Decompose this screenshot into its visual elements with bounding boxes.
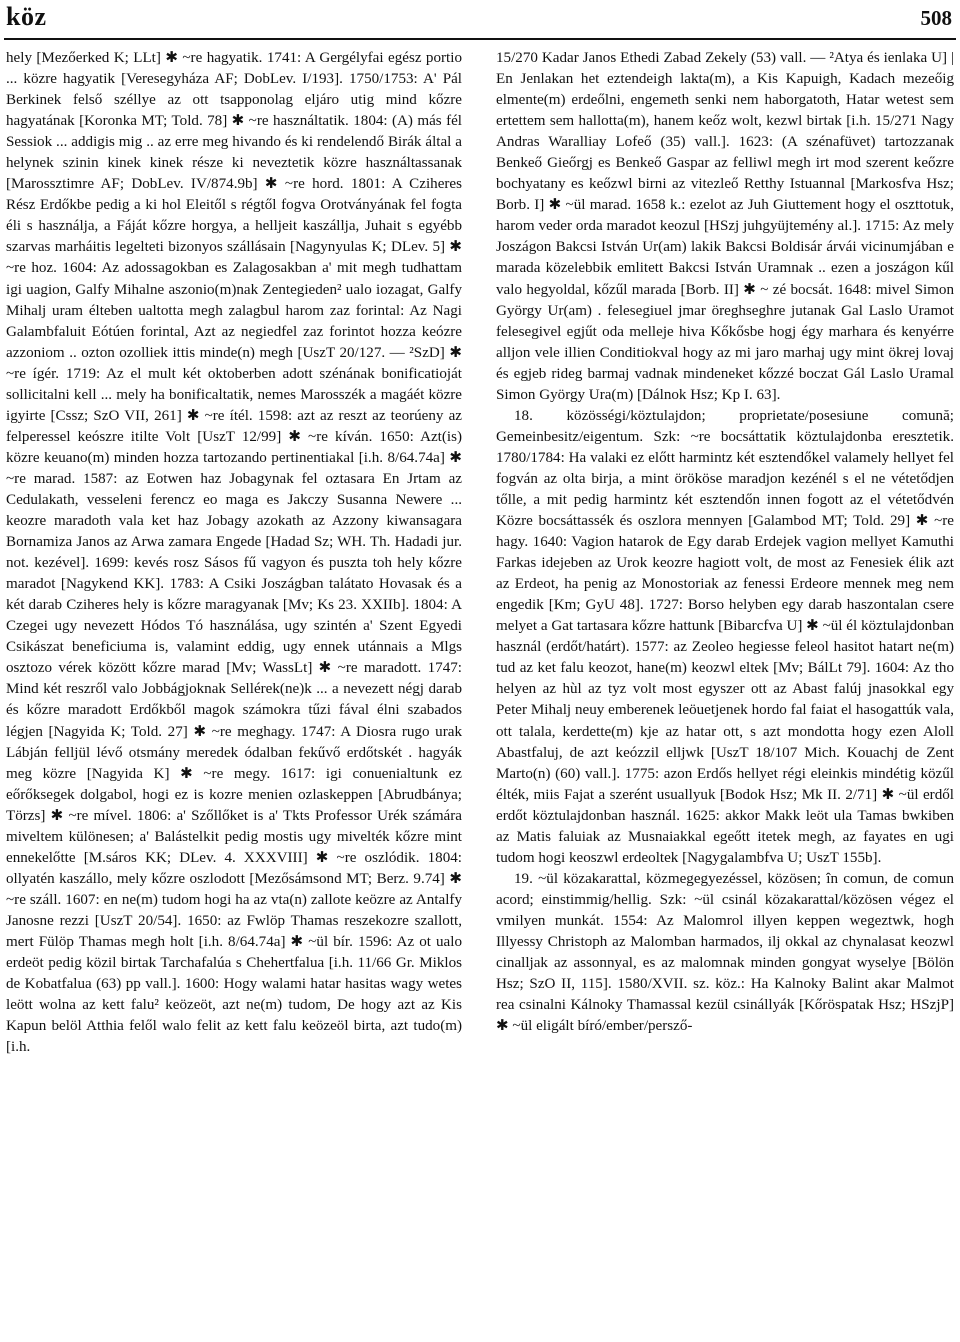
header-rule xyxy=(4,38,956,40)
entry-paragraph: 15/270 Kadar Janos Ethedi Zabad Zekely (53) vall. — ²Atya és ienlaka U] | En Jenlakan het eztendeigh laktа(m), a Kis Kapuigh, Kadach mezeőig elmente(m) erdeőlni, engemeth senki nem haborgatoth, Hatar wetest sem ertettem sem hallotta(m), hanem keőz wolt, kezwl birtak [i.h. 15/271 Nagy Andras Waralliay Lofeő (35) vall.]. 1623: (A szénafüvet) tartozzanak Benkeő Gieőrgj es Benkeő Gaspar az felliwl megh irt mod szerent keőzre bochyatany es keőzwl birni az vitezleő Retthy Istuannal [Markosfva Hsz; Borb. I] ✱ ~ül marad. 1658 k.: ezelot az Juh Giuttement hogy el oszttotuk, harom veder orda maradot keozul [HSzj juhgyüjtemény al.]. 1715: Az mely Joszágon Bakcsi István Ur(am) lakik Bakcsi Boldisár árvái vicinumjában e marada közelebbik emlitett Bakcsi István Uramnak .. ezen a joszágon kűl valo hegyoldal, kőzűl marada [Borb. II] ✱ ~ zé bocsát. 1648: mivel Simon György Ur(am) . felesegiuel jmar öreghseghre jutanak Gal Laslo Uramot felesegivel egjűt oda melleje hiva Kőkősbe hogj égy marhara és kenyérre alljon vele illien Conditiokval hogy az mi jaro marhaj ugy mint ökrej lovaj és egjeb rideg barmaj vadnak mindeneket kőzzé boczat Gál Laslo Uramal Simon György Ura(m) [Dálnok Hsz; Kp I. 63]. xyxy=(496,50,954,403)
sense-19-paragraph: 19. ~ül közakarattal, közmegegyezéssel, közösen; în comun, de comun acord; einstimmig/hellig. Szk: ~ül csinál közakarattal/közösen végez el vmilyen munkát. 1554: Az Malomrol illyen keppen wegeztwk, hogh Illyessy Christoph az Malomban harmados, ilj okkal az chynalasat keozwl cinalljak az assonnyal, es az malomnak minden gongyat wyselye [Bölön Hsz; SzO II, 115]. 1580/XVII. sz. köz.: Ha Kalnoky Balint akar Malmot rea csinalni Kálnoky Thamassal kezül csinállyák [Kőröspatak Hsz; HSzjP] ✱ ~ül eligált bíró/ember/persző- xyxy=(496,870,954,1035)
left-column xyxy=(6,48,462,1058)
entry-paragraph: hely [Mezőerked K; LLt] ✱ ~re hagyatik. 1741: A Gergélyfai egész portio ... közre hagyatik [Veresegyháza AF; DobLev. I/193]. 1750/1753: A' Pál Berkinek felső széllye az ott tsapponolag eljáro utig mind kőzre hagyatának [Koronka MT; Told. 78] ✱ ~re használtatik. 1804: (A) más fél Sessiok ... addigis mig .. az erre meg hivando és ki rendelendő Birák által a helynek szinin kinek kinek része ki neveztetik közre használtassanak [Marossztimre AF; DobLev. IV/874.9b] ✱ ~re hord. 1801: A Cziheres Rész Erdőkbe pedig a ki hol Eleitől s régtől fogva Orotványának fel fogta éli s használja, a Fáját kőzre horgya, a helljeit kaszállja, Juhait s egyébb szarvas marháitis legelteti bizonyos szállásain [Nagynyulas K; DLev. 5] ✱ ~re hoz. 1604: Az adossagokban es Zalagosakban a' mit megh tudhattam igi uagion, Galfy Mihalne aszonio(m)nak Zentegieden² ualo iozagat, Galfy Mihalj uram élteben ualtotta megh zalagbul harom zaz forintal: Az Nagi Galambfaluit Eótúen forintal, Azt az negiedfel zaz forintot hozza keózre azzoniom .. ozton ozolliek ittis minde(n) megh [UszT 20/127. — ²SzD] ✱ ~re ígér. 1719: Az el mult két oktoberben adott szénának bonificatioját sollicitalni kell ... mely ha bonificaltatik, nemes Marosszék a magáét közre igyirte [Cssz; SzO VII, 261] ✱ ~re ítél. 1598: azt az reszt az teorúeny az felperessel keószre itilte Volt [UszT 12/99] ✱ ~re kíván. 1650: Azt(is) közre keuano(m) minden hozza tartozando pertinentiakal [i.h. 8/64.74a] ✱ ~re marad. 1587: az Eotwen haz Jobagynak fel oztasara En Jrtam az Cedulakath, vesseleni ferencz eo maga es Jakczy Susanna Newere ... keozre maradoth vala ket haz Jobagy azokath az Azzony kiwansagara Bornamiza Janos az Arwa zamara Engede [Hadad Sz; WH. Th. Hadadi jur. not. kezével]. 1699: kevés rosz Sásos fű vagyon és puszta toh hely kőzre maradot [Nagykend KK]. 1783: A Csiki Joszágban talátato Hovasak és a két darab Cziheres hely is kőzre maragyanak [Mv; Ks 23. XXIIb]. 1804: A Czegei ugy nevezett Hódos Tó használása, ugy szintén a' Szent Egyedi Csikászat beneficiuma is, valamint eddig, ugy ennek utánnais a Mlgs osztozo vérek között kőzre marad [Mv; WassLt] ✱ ~re maradott. 1747: Mind két reszről valo Jobbágjoknak Sellérek(ne)k ... a nevezett négj darab és kőzre maradott Erdőkből magok számokra tűzi fával élni szabados légjen [Nagyida K; Told. 27] ✱ ~re meghagy. 1747: A Diosra rugo urak Lábján felljül lévő otsmány meredek ódalban fekűvő erdőtskét . hagyák meg közre [Nagyida K] ✱ ~re megy. 1617: igi conuenialtunk ez eőrőksegek dolgabol, hogi ez is kozre menien ozlaskeppen [Abrudbánya; Törzs] ✱ ~re mível. 1806: a' Szőllőket is a' Tkts Professor Urék számára miveltem különesen; a' Balástelkit pedig mostis ugy mivelték kőzre mint ennekelőtte [M.sáros KK; DLev. 4. XXXVIII] ✱ ~re oszlódik. 1804: ollyatén kaszállo, mely kőzre oszlodott [Mezősámsond MT; Berz. 9.74] ✱ ~re száll. 1607: en ne(m) tudom hogi ha az vta(n) zallote keözre az Antalfy Janosne rezzi [UszT 20/54]. 1650: az Fwlöp Thamas reszekozre szallott, mert Fülöp Thamas megh holt [i.h. 8/64.74a] ✱ ~ül bír. 1596: Az ot ualo erdeöt pedig közil birtak Tarchafalúa s Chehertfalua [i.h. 11/66 Gr. Miklos de Kobatfalua (63) pp vall.]. 1600: Hogy walami hatar hasitas wagy wetes leött wolna az kett falu² keözeöt, azt ne(m) tudom, De hogy azt az Kis Kapun belöl Atthia felől walo felit az kett falu keözeöl birta, azt tudo(m) [i.h. xyxy=(6,50,462,1056)
running-headword: köz xyxy=(6,2,47,31)
sense-18-paragraph: 18. közösségi/köztulajdon; proprietate/posesiune comună; Gemeinbesitz/eigentum. Szk: ~re bocsáttatik köztulajdonba eresztetik. 1780/1784: Ha valaki ez előtt harmintz két esztendőkel valamely hellyet fel fogván az olta birja, a mint örököse maradjon kezénél s el ne vétetődjen tőlle, a mit pedig harmintz két esztendőn innen fogott az el vétetődvén Közre bocsáttassék és oszlora mennyen [Galambod MT; Told. 29] ✱ ~re hagy. 1640: Vagion hatarok de Egy darab Erdejek vagion mellyet Kamuthi Farkas idejeben az Urok keozre hagiott volt, de most az Fenesiek élik azt az Erdeot, ha penig az Monostoriak az fenessi Erdeore mennek meg nem engedik [Km; GyU 48]. 1727: Borso helyben egy darab haszontalan csere melyet a Gat tartasara kőzre hattunk [Bibarcfva U] ✱ ~ül él köztulajdonban használ (erdőt/határt). 1577: az Zeoleo hegiesse feleol hasitot hatart ne(m) tud az ket falu keozot, hane(m) keozwl eltek [Mv; BálLt 79]. 1604: Az tho helyen az hùl az tyz volt most egyszer ott az Abast falúj jnasokkal egy Peter Mihalj neuy emberenek leöuetjenek hordo fal faiat el hasogattúk vala, ott talala, kerdette(m) kje az hatar ott, s azt mondotta hogy ezen Aloll Abastfaluj, de azt keózzil elljwk [UszT 18/107 Mich. Kouachj de Zent Marto(n) (60) vall.]. 1775: azon Erdős hellyet régi eleinkis mindétig közűl élték, miis Fajat a szerént usuallyuk [Bodok Hsz; Mk II. 2/71] ✱ ~ül erdől erdőt köztulajdonban használ. 1625: akkor Makk leöt ula Tamas bwkiben az Matis faluiak az Musnaiakkal egeőtt itetek megh, az fayates en ugi tudom hogi keoszwl erdeoltek [Nagygalambfva U; UszT 155b]. xyxy=(496,407,954,866)
page-header xyxy=(0,0,960,40)
right-column xyxy=(496,48,954,1037)
page-number: 508 xyxy=(920,6,952,30)
